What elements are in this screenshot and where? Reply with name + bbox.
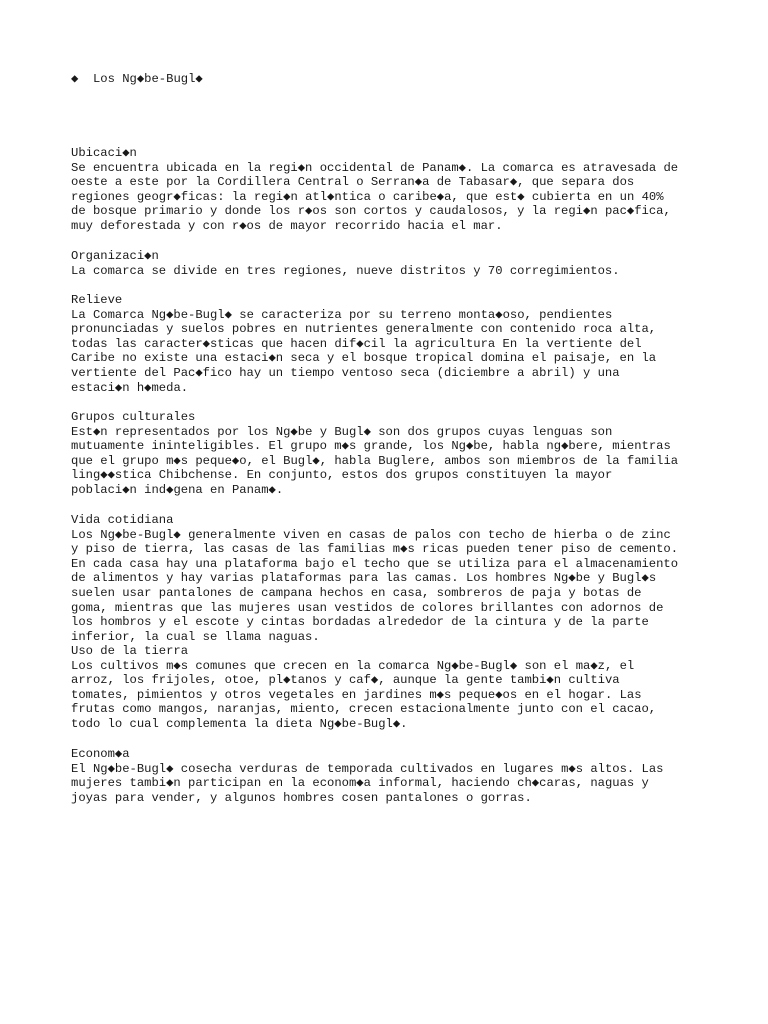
paragraph-line: arroz, los frijoles, otoe, pl◆tanos y caf◆, aunque la gente tambi◆n cultiva	[71, 673, 620, 688]
paragraph-line: vertiente del Pac◆fico hay un tiempo ventoso seca (diciembre a abril) y una	[71, 365, 620, 380]
document-title: ◆ Los Ng◆be-Bugl◆	[71, 72, 203, 86]
paragraph-line: Los Ng◆be-Bugl◆ generalmente viven en casas de palos con techo de hierba o de zinc	[71, 527, 671, 542]
paragraph-line: La comarca se divide en tres regiones, nueve distritos y 70 corregimientos.	[71, 263, 620, 278]
paragraph-line: todas las caracter◆sticas que hacen dif◆cil la agricultura En la vertiente del	[71, 336, 642, 351]
paragraph-line: Se encuentra ubicada en la regi◆n occidental de Panam◆. La comarca es atravesada de	[71, 160, 679, 175]
section-heading: Organizaci◆n	[71, 249, 159, 263]
section-uso-de-la-tierra	[71, 644, 761, 732]
paragraph-line: La Comarca Ng◆be-Bugl◆ se caracteriza por su terreno monta◆oso, pendientes	[71, 307, 613, 322]
section-economia	[71, 747, 761, 805]
paragraph-line: de alimentos y hay varias plataformas para las camas. Los hombres Ng◆be y Bugl◆s	[71, 571, 657, 586]
section-vida-cotidiana	[71, 513, 761, 644]
paragraph-line: En cada casa hay una plataforma bajo el techo que se utiliza para el almacenamiento	[71, 556, 679, 571]
paragraph-line: pronunciadas y suelos pobres en nutrientes generalmente con contenido roca alta,	[71, 322, 657, 337]
paragraph-line: oeste a este por la Cordillera Central o Serran◆a de Tabasar◆, que separa dos	[71, 175, 635, 190]
paragraph-line: y piso de tierra, las casas de las familias m◆s ricas pueden tener piso de cemento.	[71, 542, 679, 557]
paragraph-line: goma, mientras que las mujeres usan vestidos de colores brillantes con adornos de	[71, 600, 664, 615]
section-organizacion	[71, 249, 761, 278]
paragraph-line: estaci◆n h◆meda.	[71, 380, 189, 395]
section-heading: Ubicaci◆n	[71, 146, 137, 160]
section-heading: Uso de la tierra	[71, 644, 189, 658]
paragraph-line: mutuamente ininteligibles. El grupo m◆s grande, los Ng◆be, habla ng◆bere, mientras	[71, 439, 671, 454]
paragraph-line: regiones geogr◆ficas: la regi◆n atl◆ntica o caribe◆a, que est◆ cubierta en un 40%	[71, 189, 664, 204]
paragraph-line: poblaci◆n ind◆gena en Panam◆.	[71, 482, 284, 497]
paragraph-line: Los cultivos m◆s comunes que crecen en la comarca Ng◆be-Bugl◆ son el ma◆z, el	[71, 658, 635, 673]
section-ubicacion	[71, 146, 761, 234]
paragraph-line: todo lo cual complementa la dieta Ng◆be-Bugl◆.	[71, 716, 408, 731]
paragraph-line: frutas como mangos, naranjas, miento, crecen estacionalmente junto con el cacao,	[71, 702, 657, 717]
paragraph-line: joyas para vender, y algunos hombres cosen pantalones o gorras.	[71, 790, 532, 805]
paragraph-line: que el grupo m◆s peque◆o, el Bugl◆, habla Buglere, ambos son miembros de la familia	[71, 453, 679, 468]
paragraph-line: los hombros y el escote y cintas bordadas alrededor de la cintura y de la parte	[71, 615, 649, 630]
section-heading: Relieve	[71, 293, 123, 307]
paragraph-line: ling◆◆stica Chibchense. En conjunto, estos dos grupos constituyen la mayor	[71, 468, 613, 483]
section-grupos-culturales	[71, 410, 761, 498]
paragraph-line: Est◆n representados por los Ng◆be y Bugl◆ son dos grupos cuyas lenguas son	[71, 424, 613, 439]
paragraph-line: suelen usar pantalones de campana hechos en casa, sombreros de paja y botas de	[71, 585, 642, 600]
section-heading: Vida cotidiana	[71, 513, 174, 527]
paragraph-line: Caribe no existe una estaci◆n seca y el bosque tropical domina el paisaje, en la	[71, 351, 657, 366]
section-heading: Grupos culturales	[71, 410, 196, 424]
paragraph-line: El Ng◆be-Bugl◆ cosecha verduras de temporada cultivados en lugares m◆s altos. Las	[71, 761, 664, 776]
paragraph-line: inferior, la cual se llama naguas.	[71, 629, 320, 644]
paragraph-line: de bosque primario y donde los r◆os son cortos y caudalosos, y la regi◆n pac◆fica,	[71, 204, 671, 219]
paragraph-line: tomates, pimientos y otros vegetales en jardines m◆s peque◆os en el hogar. Las	[71, 687, 642, 702]
section-heading: Econom◆a	[71, 747, 130, 761]
section-relieve	[71, 293, 761, 395]
paragraph-line: mujeres tambi◆n participan en la econom◆a informal, haciendo ch◆caras, naguas y	[71, 776, 649, 791]
paragraph-line: muy deforestada y con r◆os de mayor recorrido hacia el mar.	[71, 218, 503, 233]
